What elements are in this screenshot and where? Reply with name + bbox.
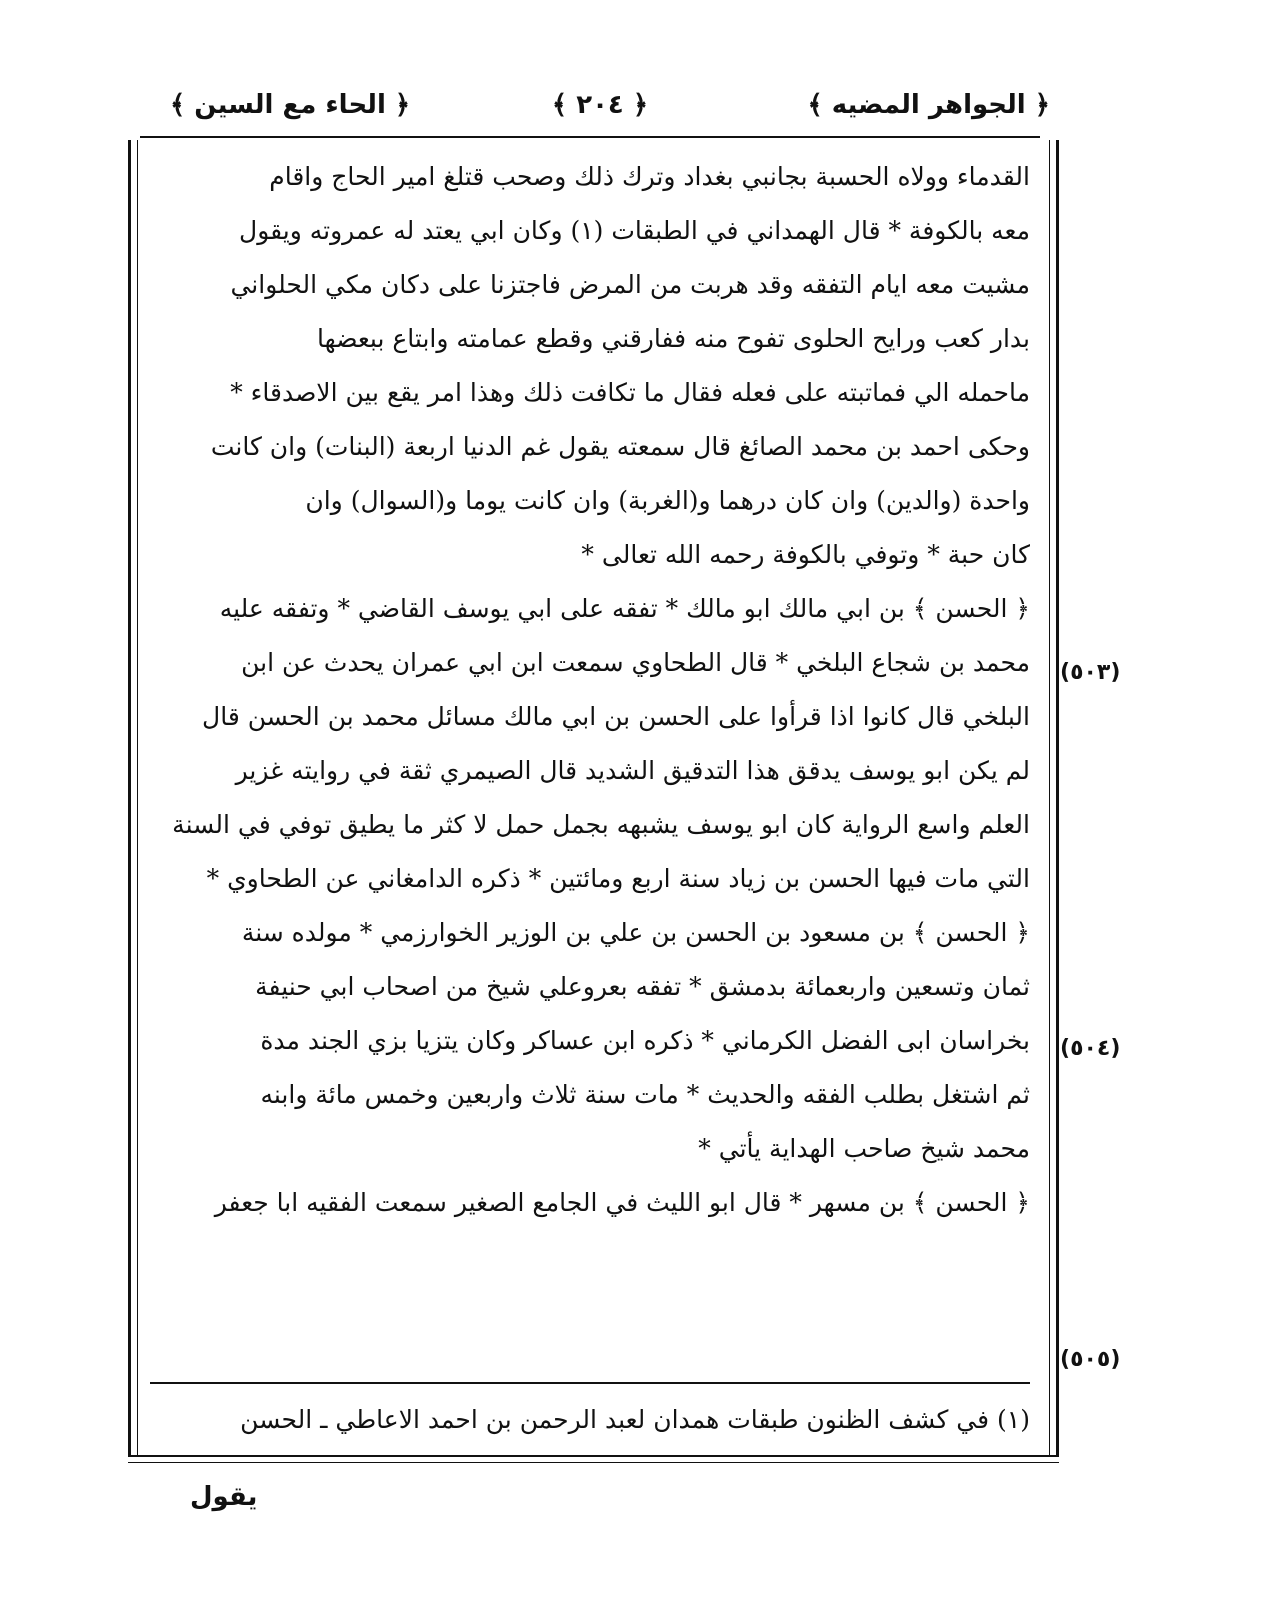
text-line: كان حبة * وتوفي بالكوفة رحمه الله تعالى *: [581, 540, 1030, 569]
text-line: محمد بن شجاع البلخي * قال الطحاوي سمعت ابن ابي عمران يحدث عن ابن: [241, 648, 1030, 677]
section-title: ﴿ الحاء مع السين ﴾: [170, 90, 411, 120]
entry-number: (٥٠٥): [1060, 1347, 1121, 1372]
main-text: [150, 150, 1030, 1230]
entry-number: (٥٠٣): [1060, 660, 1121, 685]
text-line: لم يكن ابو يوسف يدقق هذا التدقيق الشديد قال الصيمري ثقة في روايته غزير: [235, 756, 1030, 785]
text-line: ﴿ الحسن ﴾ بن مسهر * قال ابو الليث في الجامع الصغير سمعت الفقيه ابا جعفر: [214, 1188, 1030, 1217]
text-line: ﴿ الحسن ﴾ بن مسعود بن الحسن بن علي بن الوزير الخوارزمي * مولده سنة: [241, 918, 1030, 947]
page-number: ﴿ ٢٠٤ ﴾: [551, 90, 649, 120]
text-line: التي مات فيها الحسن بن زياد سنة اربع ومائتين * ذكره الدامغاني عن الطحاوي *: [206, 864, 1030, 893]
text-line: وحكى احمد بن محمد الصائغ قال سمعته يقول غم الدنيا اربعة (البنات) وان كانت: [210, 432, 1030, 461]
footnote-rule: [150, 1382, 1030, 1384]
text-line: البلخي قال كانوا اذا قرأوا على الحسن بن ابي مالك مسائل محمد بن الحسن قال: [202, 702, 1030, 731]
text-line: معه بالكوفة * قال الهمداني في الطبقات (١) وكان ابي يعتد له عمروته ويقول: [239, 216, 1030, 245]
text-line: مشيت معه ايام التفقه وقد هربت من المرض فاجتزنا على دكان مكي الحلواني: [230, 270, 1030, 299]
footnote: (١) في كشف الظنون طبقات همدان لعبد الرحمن بن احمد الاعاطي ـ الحسن: [240, 1405, 1030, 1434]
entry-number: (٥٠٤): [1060, 1036, 1121, 1061]
bottom-rule: [128, 1455, 1059, 1457]
text-line: بخراسان ابى الفضل الكرماني * ذكره ابن عساكر وكان يتزيا بزي الجند مدة: [260, 1026, 1030, 1055]
text-line: ماحمله الي فماتبته على فعله فقال ما تكافت ذلك وهذا امر يقع بين الاصدقاء *: [230, 378, 1030, 407]
book-title: ﴿ الجواهر المضيه ﴾: [807, 90, 1050, 120]
text-line: ثم اشتغل بطلب الفقه والحديث * مات سنة ثلاث واربعين وخمس مائة وابنه: [260, 1080, 1030, 1109]
bottom-rule: [128, 1462, 1059, 1463]
page-header: [150, 84, 1050, 134]
text-line: واحدة (والدين) وان كان درهما و(الغربة) وان كانت يوما و(السوال) وان: [305, 486, 1030, 515]
text-line: ﴿ الحسن ﴾ بن ابي مالك ابو مالك * تفقه على ابي يوسف القاضي * وتفقه عليه: [219, 594, 1030, 623]
header-rule: [140, 136, 1040, 138]
text-line: بدار كعب ورايح الحلوى تفوح منه ففارقني وقطع عمامته وابتاع ببعضها: [317, 324, 1030, 353]
text-line: ثمان وتسعين واربعمائة بدمشق * تفقه بعروعلي شيخ من اصحاب ابي حنيفة: [255, 972, 1030, 1001]
text-line: القدماء وولاه الحسبة بجانبي بغداد وترك ذلك وصحب قتلغ امير الحاج واقام: [269, 162, 1030, 191]
text-line: محمد شيخ صاحب الهداية يأتي *: [698, 1134, 1030, 1163]
catchword: يقول: [190, 1482, 258, 1512]
text-line: العلم واسع الرواية كان ابو يوسف يشبهه بجمل حمل لا كثر ما يطيق توفي في السنة: [172, 810, 1030, 839]
